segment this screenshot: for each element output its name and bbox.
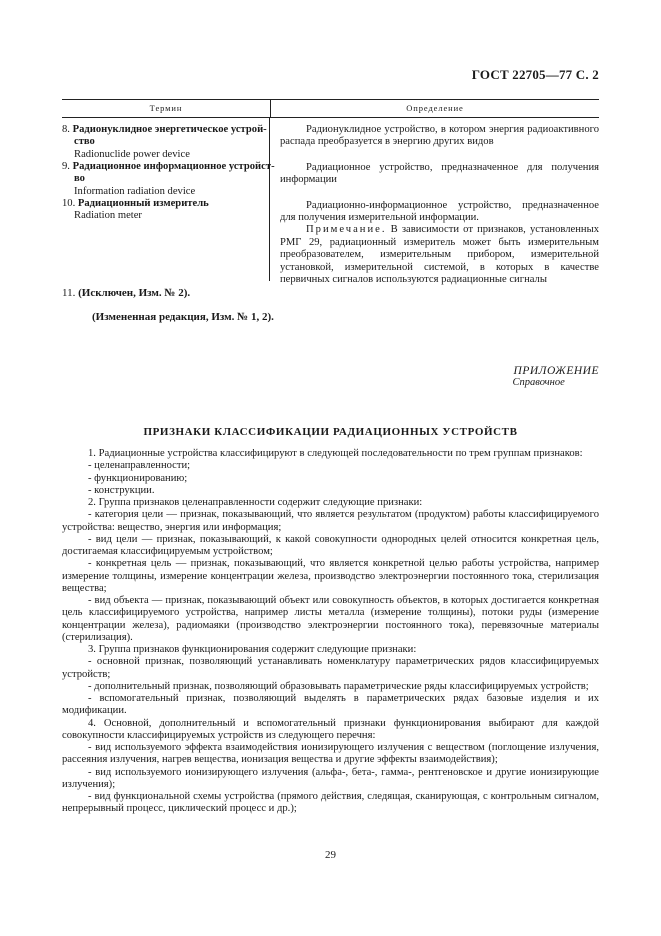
term-number: 8. bbox=[62, 124, 70, 135]
paragraph: 2. Группа признаков целенаправленности содержит следующие признаки: bbox=[88, 497, 423, 508]
appendix-label bbox=[514, 365, 599, 388]
term-ru-continued: ство bbox=[74, 136, 95, 148]
appendix-subtitle: Справочное bbox=[512, 377, 565, 388]
term-column bbox=[62, 118, 275, 281]
list-item: - вид цели — признак, показывающий, к какой совокупности однородных целей относится конкретная цель, достигаемая классифицируемым устройством; bbox=[62, 533, 599, 557]
definition-column-header: Определение bbox=[406, 103, 464, 113]
list-item: - вид используемого ионизирующего излучения (альфа-, бета-, гамма-, рентгеновское и другие ионизирующие излучения); bbox=[62, 766, 599, 790]
term-entry bbox=[62, 124, 269, 161]
term-entry bbox=[62, 198, 269, 223]
definition-text: Радиационное устройство, предназначенное для получения информации bbox=[280, 161, 599, 186]
definition-column bbox=[270, 118, 599, 286]
list-item: - конструкции. bbox=[88, 484, 155, 496]
paragraph: 1. Радиационные устройства классифицируют в следующей последовательности по трем группам признаков: bbox=[88, 448, 583, 459]
list-item: - вид используемого эффекта взаимодействия ионизирующего излучения с веществом (поглощение излучения, рассеяния излучения, нагрев вещества, ионизация вещества и другие эффекты взаимодействия); bbox=[62, 742, 599, 766]
term-column-header: Термин bbox=[62, 100, 271, 117]
list-item: - категория цели — признак, показывающий, что является результатом (продуктом) работы классифицируемого устройства: вещество, энергия или информация; bbox=[62, 509, 599, 533]
section-title: ПРИЗНАКИ КЛАССИФИКАЦИИ РАДИАЦИОННЫХ УСТРОЙСТВ bbox=[143, 426, 518, 438]
terms-table-header bbox=[62, 100, 599, 118]
paragraph: 4. Основной, дополнительный и вспомогательный признаки функционирования выбирают для каждой совокупности классифицируемых устройств из следующего перечня: bbox=[62, 717, 599, 741]
list-item: - вид объекта — признак, показывающий объект или совокупность объектов, в которых достигается конкретная цель классифицируемого устройства, например листы металла (измерение толщины), потоки руды (измерение концентрации железа), радиомаяки (производство электроэнергии постоянного тока), перевязочные материалы (стерилизация). bbox=[62, 595, 599, 643]
term-number: 10. bbox=[62, 198, 76, 209]
list-item: - дополнительный признак, позволяющий образовывать параметрические ряды классифицируемых устройств; bbox=[88, 680, 589, 692]
term-ru: Радиационное информационное устройст- bbox=[72, 161, 275, 172]
list-item: - вспомогательный признак, позволяющий выделять в параметрических рядах базовые изделия и их модификации. bbox=[62, 693, 599, 717]
list-item: - конкретная цель — признак, показывающий, что является конкретной целью работы устройства, например измерение толщины, измерение концентрации железа, производство электроэнергии постоянного тока, стерилизация вещества; bbox=[62, 558, 599, 594]
list-item: - вид функциональной схемы устройства (прямого действия, следящая, сканирующая, с контрольным сигналом, непрерывный процесс, циклический процесс и др.); bbox=[62, 791, 599, 815]
terms-table-body bbox=[62, 118, 599, 286]
list-item: - функционированию; bbox=[88, 472, 188, 484]
term-en: Radionuclide power device bbox=[74, 148, 190, 160]
excluded-item bbox=[62, 287, 190, 299]
terms-table bbox=[62, 99, 599, 286]
term-number: 9. bbox=[62, 161, 70, 172]
revision-note: (Измененная редакция, Изм. № 1, 2). bbox=[92, 311, 274, 323]
term-en: Radiation meter bbox=[74, 210, 142, 222]
appendix-title: ПРИЛОЖЕНИЕ bbox=[513, 365, 599, 377]
standard-code-header: ГОСТ 22705—77 С. 2 bbox=[471, 67, 599, 82]
note-label: Примечание. bbox=[306, 224, 387, 236]
paragraph: 3. Группа признаков функционирования содержит следующие признаки: bbox=[88, 644, 417, 655]
term-entry bbox=[62, 161, 275, 198]
body-text bbox=[62, 448, 599, 816]
note-text: В зависимости от признаков, установленных РМГ 29, радиационный измеритель может быть измерительным преобразователем, измерительным прибором, измерительной установкой, измерительной системой, в которых в качестве первичных сигналов используются радиационные сигналы bbox=[280, 224, 599, 286]
definition-note bbox=[280, 224, 599, 286]
term-ru: Радионуклидное энергетическое устрой- bbox=[72, 124, 267, 135]
page-number: 29 bbox=[325, 849, 336, 861]
term-ru-continued: во bbox=[74, 173, 85, 185]
list-item: - основной признак, позволяющий устанавливать номенклатуру параметрических рядов классифицируемых устройств; bbox=[62, 656, 599, 680]
definition-text: Радионуклидное устройство, в котором энергия радиоактивного распада преобразуется в энергию других видов bbox=[280, 124, 599, 148]
excluded-text: (Исключен, Изм. № 2). bbox=[78, 287, 191, 299]
excluded-number: 11. bbox=[62, 287, 76, 299]
definition-text: Радиационно-информационное устройство, предназначенное для получения измерительной информации. bbox=[280, 199, 599, 224]
term-ru: Радиационный измеритель bbox=[77, 198, 209, 209]
list-item: - целенаправленности; bbox=[88, 460, 191, 472]
term-en: Information radiation device bbox=[74, 185, 196, 197]
